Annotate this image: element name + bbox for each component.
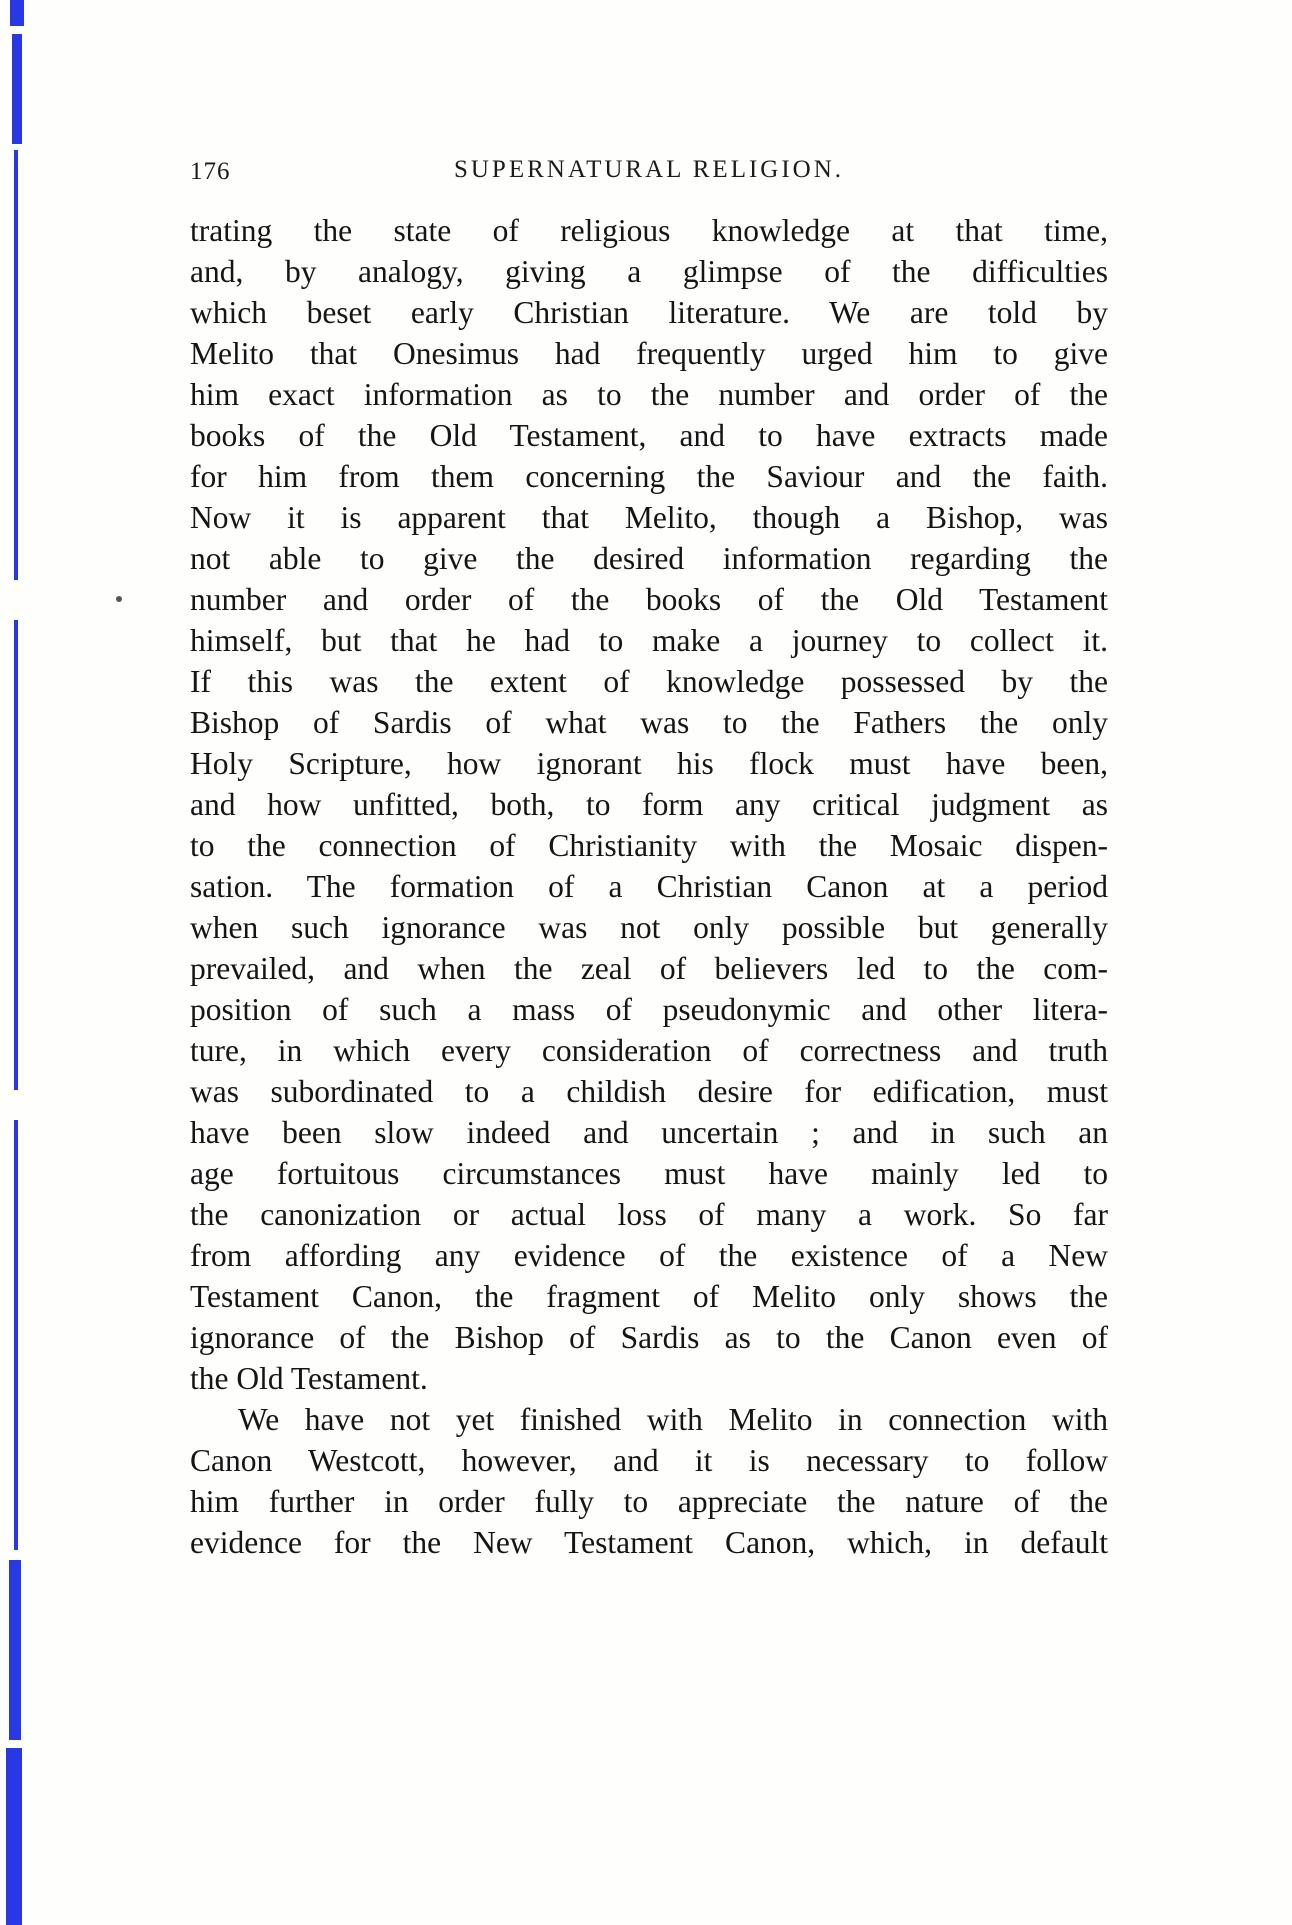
- text-line: age fortuitous circumstances must have mainly led to: [190, 1156, 1108, 1191]
- text-line: ture, in which every consideration of correctness and truth: [190, 1033, 1108, 1068]
- text-line: trating the state of religious knowledge at that time,: [190, 213, 1108, 248]
- scan-artifact: [14, 620, 18, 1090]
- text-block: [190, 156, 1108, 1563]
- text-line: Testament Canon, the fragment of Melito only shows the: [190, 1279, 1108, 1314]
- text-line: to the connection of Christianity with the Mosaic dispen-: [190, 828, 1108, 863]
- text-line: was subordinated to a childish desire for edification, must: [190, 1074, 1108, 1109]
- scan-artifact: [14, 1120, 18, 1550]
- text-line: the Old Testament.: [190, 1361, 428, 1396]
- text-line: and how unfitted, both, to form any critical judgment as: [190, 787, 1108, 822]
- scan-artifact: [10, 0, 24, 26]
- text-line: sation. The formation of a Christian Canon at a period: [190, 869, 1108, 904]
- text-line: Melito that Onesimus had frequently urged him to give: [190, 336, 1108, 371]
- text-line: Canon Westcott, however, and it is necessary to follow: [190, 1443, 1108, 1478]
- text-line: not able to give the desired information regarding the: [190, 541, 1108, 576]
- scan-artifact: [14, 150, 18, 580]
- scan-artifact: [12, 34, 22, 144]
- text-line: him exact information as to the number and order of the: [190, 377, 1108, 412]
- page-number: 176: [190, 158, 231, 185]
- text-line: when such ignorance was not only possible but generally: [190, 910, 1108, 945]
- text-line: position of such a mass of pseudonymic and other litera-: [190, 992, 1108, 1027]
- text-line: himself, but that he had to make a journey to collect it.: [190, 623, 1108, 658]
- text-line: Now it is apparent that Melito, though a Bishop, was: [190, 500, 1108, 535]
- text-line: for him from them concerning the Saviour and the faith.: [190, 459, 1108, 494]
- text-line: evidence for the New Testament Canon, which, in default: [190, 1525, 1108, 1560]
- text-line: If this was the extent of knowledge possessed by the: [190, 664, 1108, 699]
- text-line: Bishop of Sardis of what was to the Fathers the only: [190, 705, 1108, 740]
- scan-artifact: [9, 1560, 21, 1740]
- text-line: We have not yet finished with Melito in connection with: [238, 1402, 1108, 1437]
- text-line: ignorance of the Bishop of Sardis as to the Canon even of: [190, 1320, 1108, 1355]
- scan-artifact: [6, 1748, 22, 1925]
- text-line: which beset early Christian literature. We are told by: [190, 295, 1108, 330]
- ink-speck: [116, 596, 122, 602]
- text-line: and, by analogy, giving a glimpse of the difficulties: [190, 254, 1108, 289]
- text-line: prevailed, and when the zeal of believers led to the com-: [190, 951, 1108, 986]
- text-line: from affording any evidence of the existence of a New: [190, 1238, 1108, 1273]
- text-line: Holy Scripture, how ignorant his flock must have been,: [190, 746, 1108, 781]
- text-line: books of the Old Testament, and to have extracts made: [190, 418, 1108, 453]
- page-header: [190, 156, 1108, 192]
- text-line: the canonization or actual loss of many a work. So far: [190, 1197, 1108, 1232]
- running-title: SUPERNATURAL RELIGION.: [453, 156, 845, 183]
- text-line: number and order of the books of the Old Testament: [190, 582, 1108, 617]
- text-line: have been slow indeed and uncertain ; and in such an: [190, 1115, 1108, 1150]
- text-line: him further in order fully to appreciate the nature of the: [190, 1484, 1108, 1519]
- body-text: [190, 210, 1108, 1563]
